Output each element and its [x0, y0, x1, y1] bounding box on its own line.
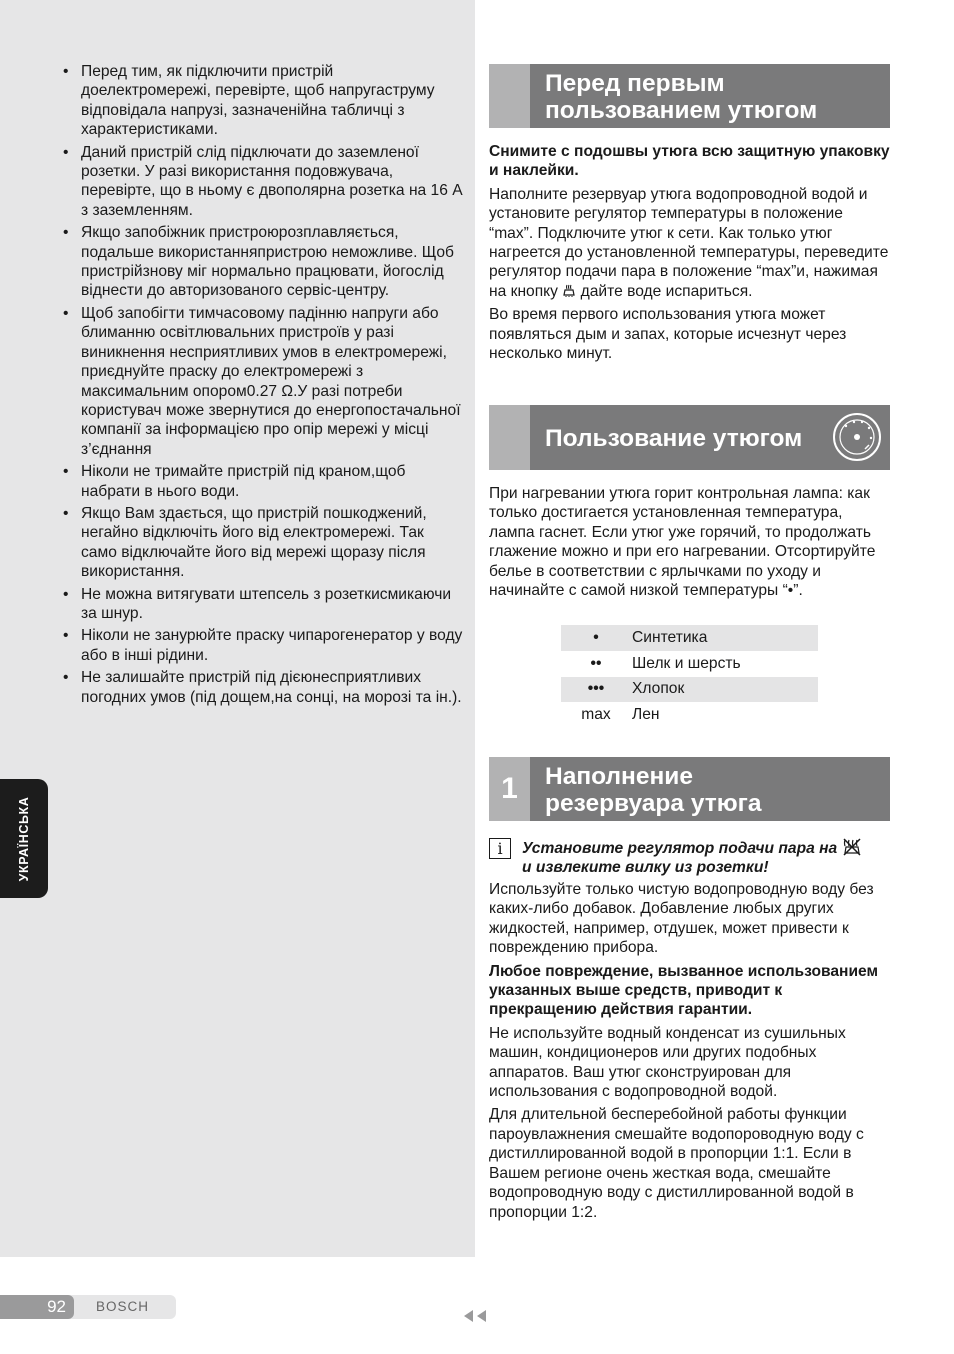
fabric-label: Лен: [632, 706, 660, 724]
section-title: Наполнение резервуара утюга: [545, 763, 762, 817]
paragraph-text: дайте воде испариться.: [580, 282, 753, 300]
bold-intro: Снимите с подошвы утюга всю защитную упаковку и наклейки.: [489, 143, 890, 180]
fabric-temperature-table: [561, 625, 818, 728]
step-number: 1: [501, 772, 518, 805]
list-item: • Не можна витягувати штепсель з розеткисмикаючи за шнур.: [63, 585, 463, 624]
paragraph: Не используйте водный конденсат из сушильных машин, кондиционеров или других подобных аппаратов. Ваш утюг сконструирован для использования с водопроводной водой.: [489, 1024, 846, 1101]
no-steam-icon: [842, 838, 862, 856]
section-using-iron-body: [489, 484, 890, 604]
list-item: • Якщо Вам здається, що пристрій пошкоджений, негайно відключіть його від електромережі. Так само відключайте його від мережі щоразу після використання.: [63, 504, 463, 582]
list-item: • Ніколи не занурюйте праску чипарогенератор у воду або в інші рідини.: [63, 626, 463, 665]
fabric-label: Шелк и шерсть: [632, 654, 741, 672]
list-item: • Ніколи не тримайте пристрій під краном,щоб набрати в нього води.: [63, 462, 463, 501]
heading-square: [489, 405, 530, 470]
notice-line: Установите регулятор подачи пара на: [522, 840, 838, 857]
table-row: [561, 651, 818, 677]
section-fill-reservoir-body: [489, 880, 890, 1226]
table-row: [561, 702, 818, 728]
temperature-dial-icon: [832, 412, 882, 462]
table-row: [561, 625, 818, 651]
fabric-label: Синтетика: [631, 625, 818, 651]
notice-line: и извлеките вилку из розетки!: [522, 859, 769, 877]
paragraph: Для длительной бесперебойной работы функции пароувлажнения смешайте водопороводную воду с дистиллированной водой в пропорции 1:1. Если в Вашем регионе очень жесткая вода, смешайте водопроводную воду с дистиллированной водой в пропорции 1:2.: [489, 1106, 864, 1221]
paragraph-text: Наполните резервуар утюга водопроводной водой и установите регулятор температуры в положение “max”. Подключите утюг к сети. Как только утюг нагреется до установленной температуры, переведите регулятор подачи пара в положение “max”и, нажимая на кнопку: [489, 185, 889, 300]
page-number: 92: [0, 1295, 74, 1319]
paragraph: Используйте только чистую водопроводную воду без каких-либо добавок. Добавление любых других жидкостей, например, отдушек, может привести к повреждению прибора.: [489, 881, 874, 957]
paragraph: При нагревании утюга горит контрольная лампа: как только достигается установленная температура, лампа гаснет. Если утюг уже горячий, то продолжать глажение можно и при его нагревании. Отсортируйте белье в соответствии с ярлычками по уходу и начинайте с самой низкой температуры “•”.: [489, 485, 876, 600]
section-heading-using-iron: [489, 405, 890, 470]
temperature-symbol: max: [581, 706, 611, 724]
fabric-label: Хлопок: [631, 677, 818, 703]
heading-square: [489, 757, 530, 821]
brand-name: BOSCH: [96, 1299, 150, 1314]
info-icon: i: [489, 838, 511, 859]
table-row: [561, 677, 818, 703]
section-title: Пользование утюгом: [545, 425, 803, 452]
paragraph: [489, 185, 890, 301]
steam-button-icon: [562, 284, 576, 298]
temperature-symbol: •••: [561, 677, 631, 703]
paragraph: Во время первого использования утюга может появляться дым и запах, которые исчезнут через несколько минут.: [489, 306, 847, 363]
list-item: • Перед тим, як підключити пристрій доелектромережі, перевірте, щоб напругаструму відповідала напрузі, зазначенійна табличці з характеристиками.: [63, 62, 463, 140]
section-heading-fill-reservoir: [489, 757, 890, 821]
temperature-symbol: ••: [590, 654, 602, 672]
notice-text: [522, 838, 890, 878]
list-item: • Якщо запобіжник пристроюрозплавляється, подальше використанняпристрою неможливе. Щоб пристрійзнову міг нормально працювати, йогослід віднести до авторизованого сервіс-центру.: [63, 223, 463, 301]
heading-square: [489, 64, 530, 128]
temperature-symbol: •: [561, 625, 631, 651]
section-first-use-body: [489, 142, 890, 367]
list-item: • Щоб запобігти тимчасовому падінню напруги або блиманню освітлювальних пристроїв у разі виникнення несприятливих умов в електромережі, приєднуйте праску до електромережі з максимальним опором0.27 Ω.У разі потреби користувач може звернутися до енергопостачальної компанії за інформацією про опір мережі у місці з’єднання: [63, 304, 463, 459]
list-item: • Даний пристрій слід підключати до заземленої розетки. У разі використання подовжувача, перевірте, що в ньому є двополярна розетка на 16 А з заземленням.: [63, 143, 463, 221]
safety-bullet-list: [63, 62, 463, 710]
warranty-warning: Любое повреждение, вызванное использованием указанных выше средств, приводит к прекращению действия гарантии.: [489, 962, 879, 1019]
language-side-tab: [0, 779, 48, 898]
page-nav-arrows-icon: [462, 1309, 490, 1323]
list-item: • Не залишайте пристрій під дієюнесприятливих погодних умов (під дощем,на сонці, на морозі та ін.).: [63, 668, 463, 707]
section-heading-first-use: [489, 64, 890, 128]
section-title: Перед первым пользованием утюгом: [545, 70, 818, 124]
language-label: УКРАЇНСЬКА: [17, 796, 31, 882]
